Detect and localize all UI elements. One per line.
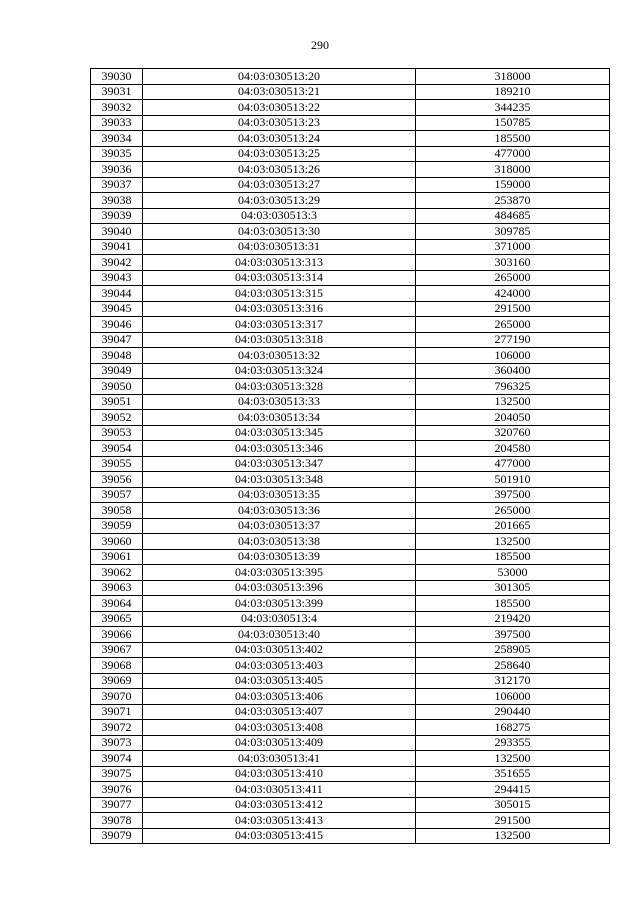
row-number-cell: 39058 — [91, 503, 143, 519]
table-row — [91, 255, 610, 271]
cadastral-number-cell: 04:03:030513:23 — [143, 115, 416, 131]
table-row — [91, 394, 610, 410]
table-row — [91, 425, 610, 441]
row-number-cell: 39034 — [91, 131, 143, 147]
value-cell: 185500 — [416, 596, 610, 612]
value-cell: 106000 — [416, 348, 610, 364]
table-row — [91, 518, 610, 534]
table-row — [91, 549, 610, 565]
cadastral-number-cell: 04:03:030513:32 — [143, 348, 416, 364]
value-cell: 312170 — [416, 673, 610, 689]
cadastral-number-cell: 04:03:030513:21 — [143, 84, 416, 100]
cadastral-number-cell: 04:03:030513:314 — [143, 270, 416, 286]
cadastral-number-cell: 04:03:030513:413 — [143, 813, 416, 829]
value-cell: 309785 — [416, 224, 610, 240]
row-number-cell: 39036 — [91, 162, 143, 178]
value-cell: 201665 — [416, 518, 610, 534]
cadastral-value-table — [90, 68, 610, 844]
table-row — [91, 534, 610, 550]
value-cell: 253870 — [416, 193, 610, 209]
value-cell: 132500 — [416, 828, 610, 844]
value-cell: 424000 — [416, 286, 610, 302]
value-cell: 106000 — [416, 689, 610, 705]
cadastral-number-cell: 04:03:030513:409 — [143, 735, 416, 751]
value-cell: 277190 — [416, 332, 610, 348]
cadastral-number-cell: 04:03:030513:412 — [143, 797, 416, 813]
cadastral-number-cell: 04:03:030513:20 — [143, 69, 416, 85]
row-number-cell: 39042 — [91, 255, 143, 271]
table-row — [91, 487, 610, 503]
table-row — [91, 751, 610, 767]
row-number-cell: 39045 — [91, 301, 143, 317]
table-row — [91, 627, 610, 643]
table-row — [91, 84, 610, 100]
table-row — [91, 208, 610, 224]
row-number-cell: 39047 — [91, 332, 143, 348]
value-cell: 318000 — [416, 162, 610, 178]
table-row — [91, 503, 610, 519]
table-body — [91, 69, 610, 844]
value-cell: 360400 — [416, 363, 610, 379]
cadastral-number-cell: 04:03:030513:406 — [143, 689, 416, 705]
row-number-cell: 39069 — [91, 673, 143, 689]
cadastral-number-cell: 04:03:030513:410 — [143, 766, 416, 782]
row-number-cell: 39051 — [91, 394, 143, 410]
row-number-cell: 39079 — [91, 828, 143, 844]
table-row — [91, 565, 610, 581]
cadastral-number-cell: 04:03:030513:33 — [143, 394, 416, 410]
cadastral-number-cell: 04:03:030513:313 — [143, 255, 416, 271]
value-cell: 185500 — [416, 549, 610, 565]
table-row — [91, 720, 610, 736]
row-number-cell: 39040 — [91, 224, 143, 240]
cadastral-number-cell: 04:03:030513:395 — [143, 565, 416, 581]
row-number-cell: 39056 — [91, 472, 143, 488]
table-row — [91, 317, 610, 333]
row-number-cell: 39039 — [91, 208, 143, 224]
cadastral-number-cell: 04:03:030513:324 — [143, 363, 416, 379]
table-row — [91, 146, 610, 162]
value-cell: 293355 — [416, 735, 610, 751]
table-row — [91, 270, 610, 286]
value-cell: 258905 — [416, 642, 610, 658]
table-row — [91, 611, 610, 627]
value-cell: 159000 — [416, 177, 610, 193]
cadastral-number-cell: 04:03:030513:316 — [143, 301, 416, 317]
row-number-cell: 39059 — [91, 518, 143, 534]
cadastral-number-cell: 04:03:030513:39 — [143, 549, 416, 565]
table-row — [91, 363, 610, 379]
value-cell: 185500 — [416, 131, 610, 147]
value-cell: 484685 — [416, 208, 610, 224]
row-number-cell: 39068 — [91, 658, 143, 674]
value-cell: 168275 — [416, 720, 610, 736]
value-cell: 477000 — [416, 146, 610, 162]
row-number-cell: 39038 — [91, 193, 143, 209]
table-row — [91, 828, 610, 844]
value-cell: 132500 — [416, 534, 610, 550]
cadastral-number-cell: 04:03:030513:31 — [143, 239, 416, 255]
table-row — [91, 224, 610, 240]
table-row — [91, 348, 610, 364]
cadastral-number-cell: 04:03:030513:346 — [143, 441, 416, 457]
row-number-cell: 39048 — [91, 348, 143, 364]
row-number-cell: 39050 — [91, 379, 143, 395]
cadastral-number-cell: 04:03:030513:396 — [143, 580, 416, 596]
cadastral-number-cell: 04:03:030513:315 — [143, 286, 416, 302]
row-number-cell: 39073 — [91, 735, 143, 751]
row-number-cell: 39031 — [91, 84, 143, 100]
row-number-cell: 39055 — [91, 456, 143, 472]
row-number-cell: 39052 — [91, 410, 143, 426]
value-cell: 132500 — [416, 751, 610, 767]
table-row — [91, 69, 610, 85]
value-cell: 294415 — [416, 782, 610, 798]
row-number-cell: 39061 — [91, 549, 143, 565]
table-row — [91, 658, 610, 674]
row-number-cell: 39049 — [91, 363, 143, 379]
page-number: 290 — [311, 38, 329, 52]
cadastral-number-cell: 04:03:030513:22 — [143, 100, 416, 116]
cadastral-number-cell: 04:03:030513:317 — [143, 317, 416, 333]
row-number-cell: 39067 — [91, 642, 143, 658]
cadastral-number-cell: 04:03:030513:328 — [143, 379, 416, 395]
cadastral-number-cell: 04:03:030513:24 — [143, 131, 416, 147]
row-number-cell: 39030 — [91, 69, 143, 85]
row-number-cell: 39044 — [91, 286, 143, 302]
value-cell: 477000 — [416, 456, 610, 472]
row-number-cell: 39054 — [91, 441, 143, 457]
value-cell: 320760 — [416, 425, 610, 441]
table-row — [91, 379, 610, 395]
cadastral-number-cell: 04:03:030513:411 — [143, 782, 416, 798]
table-row — [91, 813, 610, 829]
value-cell: 265000 — [416, 270, 610, 286]
row-number-cell: 39064 — [91, 596, 143, 612]
row-number-cell: 39060 — [91, 534, 143, 550]
table-row — [91, 286, 610, 302]
value-cell: 397500 — [416, 627, 610, 643]
cadastral-number-cell: 04:03:030513:407 — [143, 704, 416, 720]
row-number-cell: 39077 — [91, 797, 143, 813]
table-row — [91, 735, 610, 751]
table-row — [91, 673, 610, 689]
row-number-cell: 39043 — [91, 270, 143, 286]
value-cell: 305015 — [416, 797, 610, 813]
cadastral-number-cell: 04:03:030513:41 — [143, 751, 416, 767]
row-number-cell: 39057 — [91, 487, 143, 503]
row-number-cell: 39063 — [91, 580, 143, 596]
row-number-cell: 39033 — [91, 115, 143, 131]
table-row — [91, 797, 610, 813]
value-cell: 150785 — [416, 115, 610, 131]
cadastral-number-cell: 04:03:030513:37 — [143, 518, 416, 534]
cadastral-number-cell: 04:03:030513:40 — [143, 627, 416, 643]
row-number-cell: 39065 — [91, 611, 143, 627]
table-row — [91, 177, 610, 193]
cadastral-number-cell: 04:03:030513:25 — [143, 146, 416, 162]
cadastral-number-cell: 04:03:030513:408 — [143, 720, 416, 736]
table-row — [91, 162, 610, 178]
table-row — [91, 115, 610, 131]
row-number-cell: 39070 — [91, 689, 143, 705]
value-cell: 301305 — [416, 580, 610, 596]
row-number-cell: 39046 — [91, 317, 143, 333]
cadastral-number-cell: 04:03:030513:345 — [143, 425, 416, 441]
row-number-cell: 39035 — [91, 146, 143, 162]
table-row — [91, 301, 610, 317]
value-cell: 318000 — [416, 69, 610, 85]
table-row — [91, 332, 610, 348]
row-number-cell: 39062 — [91, 565, 143, 581]
value-cell: 132500 — [416, 394, 610, 410]
cadastral-number-cell: 04:03:030513:3 — [143, 208, 416, 224]
value-cell: 303160 — [416, 255, 610, 271]
table-row — [91, 410, 610, 426]
cadastral-number-cell: 04:03:030513:4 — [143, 611, 416, 627]
value-cell: 291500 — [416, 813, 610, 829]
value-cell: 265000 — [416, 503, 610, 519]
cadastral-number-cell: 04:03:030513:405 — [143, 673, 416, 689]
value-cell: 265000 — [416, 317, 610, 333]
cadastral-number-cell: 04:03:030513:38 — [143, 534, 416, 550]
table-row — [91, 704, 610, 720]
row-number-cell: 39075 — [91, 766, 143, 782]
cadastral-number-cell: 04:03:030513:402 — [143, 642, 416, 658]
cadastral-number-cell: 04:03:030513:30 — [143, 224, 416, 240]
table-row — [91, 456, 610, 472]
table-row — [91, 642, 610, 658]
row-number-cell: 39037 — [91, 177, 143, 193]
cadastral-number-cell: 04:03:030513:399 — [143, 596, 416, 612]
value-cell: 290440 — [416, 704, 610, 720]
cadastral-number-cell: 04:03:030513:27 — [143, 177, 416, 193]
table-row — [91, 766, 610, 782]
value-cell: 291500 — [416, 301, 610, 317]
row-number-cell: 39041 — [91, 239, 143, 255]
table-row — [91, 782, 610, 798]
cadastral-number-cell: 04:03:030513:415 — [143, 828, 416, 844]
value-cell: 204580 — [416, 441, 610, 457]
table-row — [91, 689, 610, 705]
row-number-cell: 39053 — [91, 425, 143, 441]
table-row — [91, 193, 610, 209]
table-row — [91, 596, 610, 612]
cadastral-number-cell: 04:03:030513:347 — [143, 456, 416, 472]
row-number-cell: 39071 — [91, 704, 143, 720]
cadastral-number-cell: 04:03:030513:403 — [143, 658, 416, 674]
value-cell: 219420 — [416, 611, 610, 627]
value-cell: 53000 — [416, 565, 610, 581]
row-number-cell: 39074 — [91, 751, 143, 767]
row-number-cell: 39066 — [91, 627, 143, 643]
value-cell: 204050 — [416, 410, 610, 426]
value-cell: 258640 — [416, 658, 610, 674]
value-cell: 397500 — [416, 487, 610, 503]
table-row — [91, 441, 610, 457]
cadastral-number-cell: 04:03:030513:26 — [143, 162, 416, 178]
cadastral-number-cell: 04:03:030513:34 — [143, 410, 416, 426]
cadastral-number-cell: 04:03:030513:318 — [143, 332, 416, 348]
row-number-cell: 39032 — [91, 100, 143, 116]
cadastral-number-cell: 04:03:030513:35 — [143, 487, 416, 503]
table-row — [91, 131, 610, 147]
value-cell: 344235 — [416, 100, 610, 116]
row-number-cell: 39078 — [91, 813, 143, 829]
row-number-cell: 39076 — [91, 782, 143, 798]
table-row — [91, 580, 610, 596]
value-cell: 501910 — [416, 472, 610, 488]
value-cell: 351655 — [416, 766, 610, 782]
value-cell: 371000 — [416, 239, 610, 255]
value-cell: 796325 — [416, 379, 610, 395]
cadastral-number-cell: 04:03:030513:29 — [143, 193, 416, 209]
table-row — [91, 472, 610, 488]
table-row — [91, 100, 610, 116]
cadastral-number-cell: 04:03:030513:36 — [143, 503, 416, 519]
cadastral-number-cell: 04:03:030513:348 — [143, 472, 416, 488]
value-cell: 189210 — [416, 84, 610, 100]
row-number-cell: 39072 — [91, 720, 143, 736]
table-row — [91, 239, 610, 255]
